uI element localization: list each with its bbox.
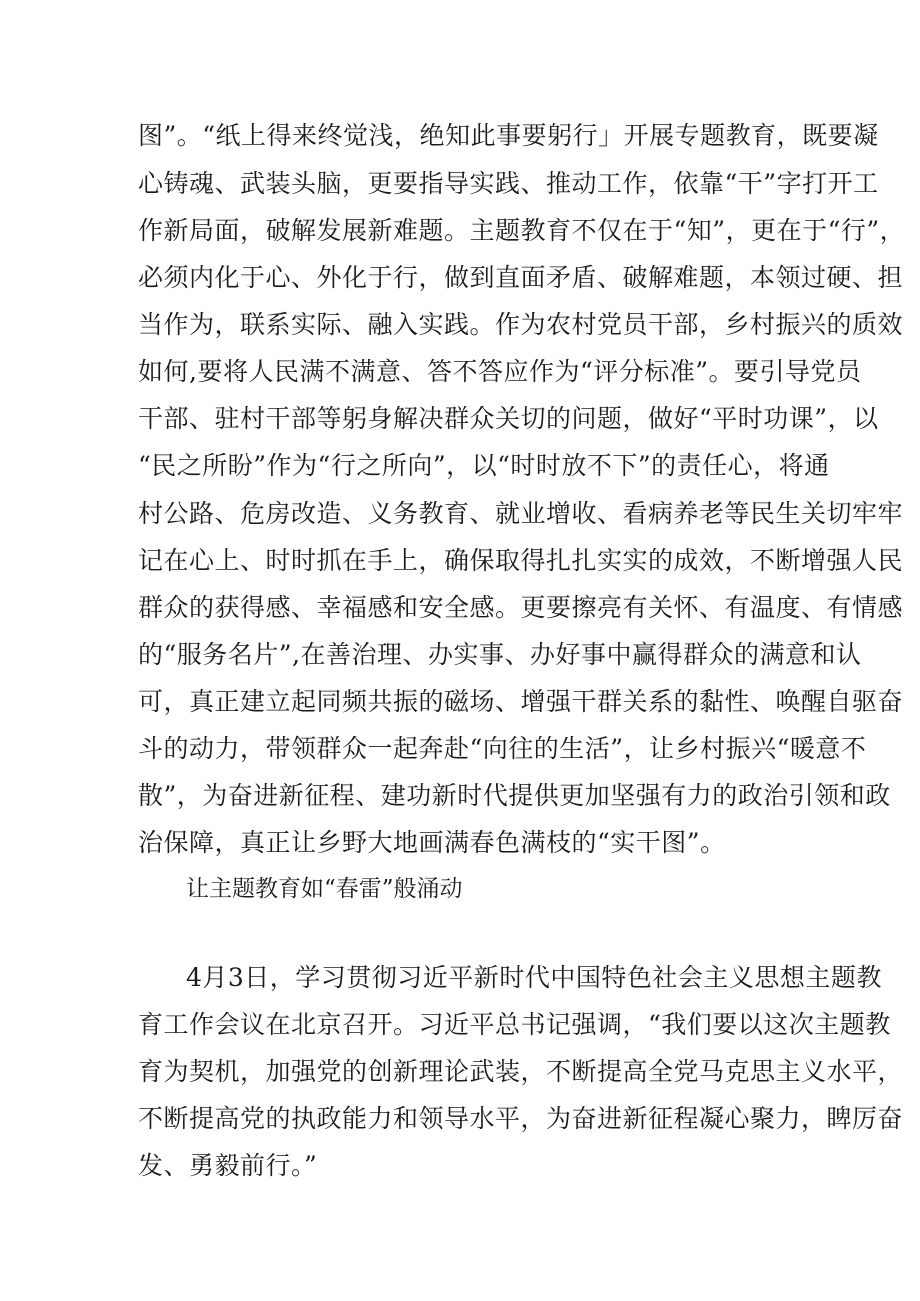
paragraph1-line-8: “民之所盼”作为“行之所向”，以“时时放不下”的责任心，将通	[138, 451, 830, 480]
paragraph1-line-6: 如何,要将人民满不满意、答不答应作为“评分标准”。要引导党员	[138, 357, 862, 386]
paragraph1-line-9: 村公路、危房改造、义务教育、就业增收、看病养老等民生关切牢牢	[138, 499, 904, 528]
paragraph1-line-15: 散”，为奋进新征程、建功新时代提供更加坚强有力的政治引领和政	[138, 781, 891, 810]
paragraph2-line-4: 不断提高党的执政能力和领导水平，为奋进新征程凝心聚力，睥厉奋	[138, 1104, 904, 1133]
paragraph1-line-2: 心铸魂、武装头脑，更要指导实践、推动工作，依靠“干”字打开工	[138, 169, 879, 198]
paragraph2-line-5: 发、勇毅前行。”	[138, 1151, 318, 1180]
paragraph1-line-10: 记在心上、时时抓在手上，确保取得扎扎实实的成效，不断增强人民	[138, 546, 904, 575]
paragraph1-line-1: 图”。“纸上得来终觉浅，绝知此事要躬行」开展专题教育，既要凝	[138, 121, 879, 150]
paragraph1-line-12: 的“服务名片”,在善治理、办实事、办好事中赢得群众的满意和认	[138, 640, 862, 669]
paragraph1-line-4: 必须内化于心、外化于行，做到直面矛盾、破解难题，本领过硬、担	[138, 263, 904, 292]
paragraph1-line-16: 治保障，真正让乡野大地画满春色满枝的“实干图”。	[138, 828, 726, 857]
paragraph1-line-5: 当作为，联系实际、融入实践。作为农村党员干部，乡村振兴的质效	[138, 310, 904, 339]
paragraph2-line-2: 育工作会议在北京召开。习近平总书记强调，“我们要以这次主题教	[138, 1010, 891, 1039]
paragraph1-line-7: 干部、驻村干部等躬身解决群众关切的问题，做好“平时功课”，以	[138, 404, 879, 433]
paragraph2-line-3: 育为契机，加强党的创新理论武装，不断提高全党马克思主义水平，	[138, 1057, 904, 1086]
paragraph1-line-11: 群众的获得感、幸福感和安全感。更要擦亮有关怀、有温度、有情感	[138, 593, 904, 622]
paragraph2-line-1: 4月3日，学习贯彻习近平新时代中国特色社会主义思想主题教	[186, 963, 882, 992]
paragraph1-line-13: 可，真正建立起同频共振的磁场、增强干群关系的黏性、唤醒自驱奋	[138, 687, 904, 716]
paragraph1-line-3: 作新局面，破解发展新难题。主题教育不仅在于“知”，更在于“行”，	[138, 216, 906, 245]
paragraph1-line-14: 斗的动力，带领群众一起奔赴“向往的生活”，让乡村振兴“暖意不	[138, 734, 867, 763]
section-title: 让主题教育如“春雷”般涌动	[186, 876, 463, 902]
